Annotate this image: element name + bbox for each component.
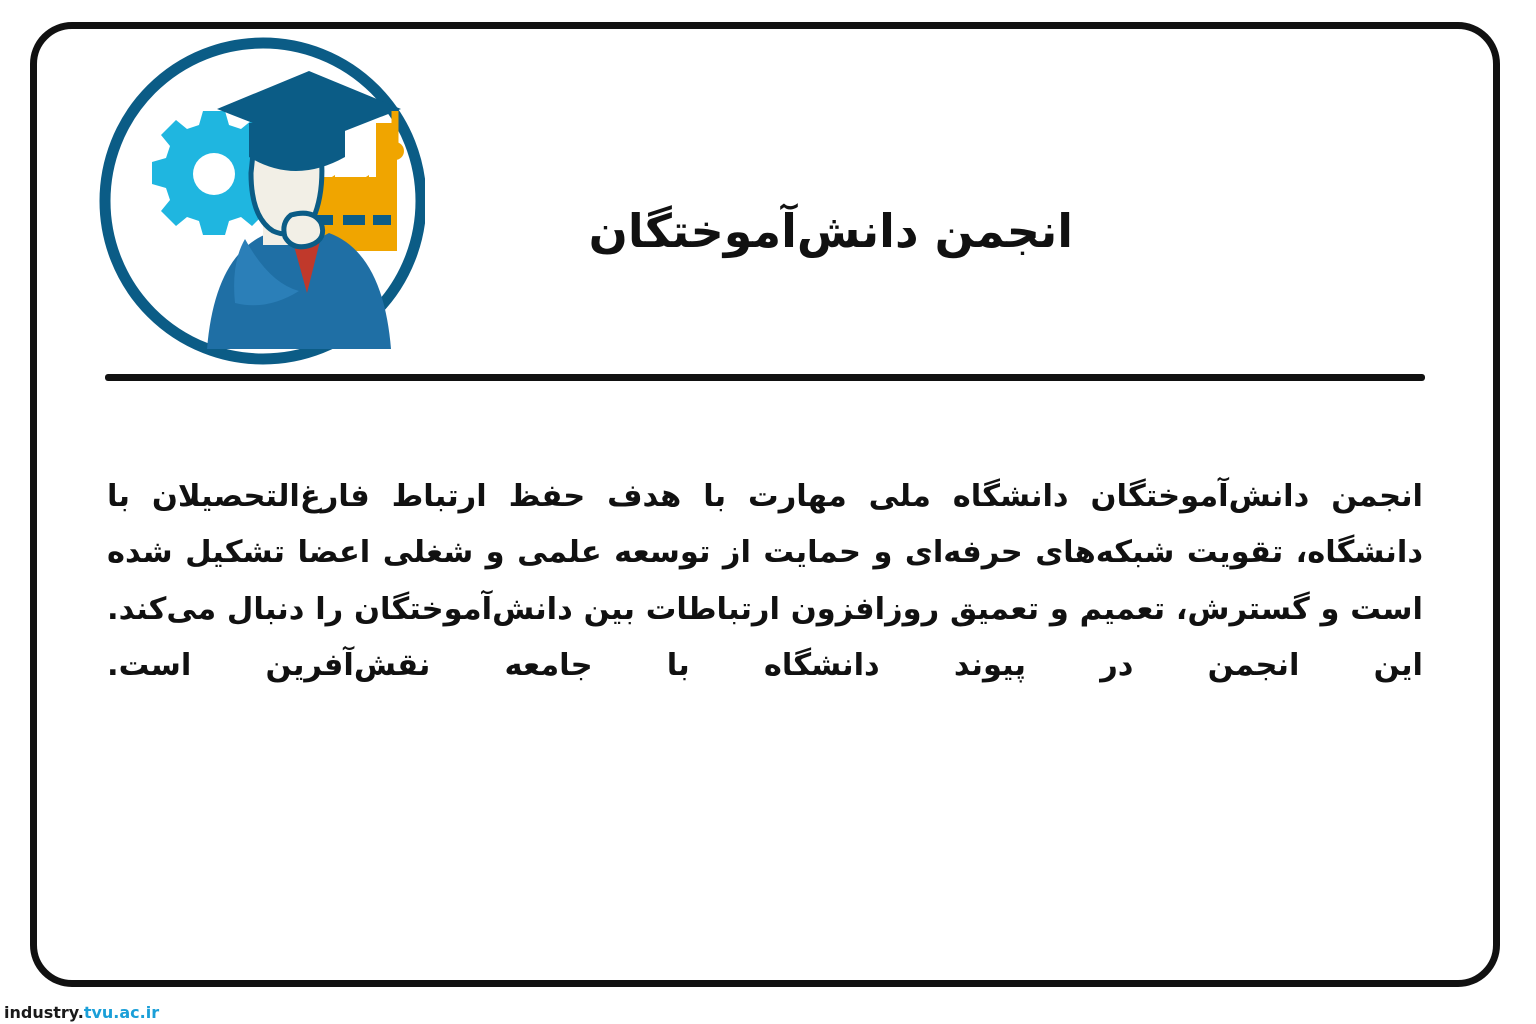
watermark-domain: tvu.ac.ir bbox=[83, 1003, 160, 1022]
site-watermark bbox=[4, 1003, 159, 1022]
graduate-gear-factory-icon bbox=[95, 19, 425, 384]
info-card bbox=[30, 22, 1500, 987]
watermark-prefix: industry. bbox=[4, 1003, 84, 1022]
page-title: انجمن دانش‌آموختگان bbox=[588, 204, 1073, 258]
card-header bbox=[37, 29, 1493, 379]
header-divider bbox=[105, 374, 1425, 381]
card-body-text: انجمن دانش‌آموختگان دانشگاه ملی مهارت با هدف حفظ ارتباط فارغ‌التحصیلان با دانشگاه، تقویت شبکه‌های حرفه‌ای و حمایت از توسعه علمی و شغلی اعضا تشکیل شده است و گسترش، تعمیم و تعمیق روزافزون ارتباطات بین دانش‌آموختگان را دنبال می‌کند. این انجمن در پیوند دانشگاه با جامعه نقش‌آفرین است. bbox=[107, 479, 1423, 684]
